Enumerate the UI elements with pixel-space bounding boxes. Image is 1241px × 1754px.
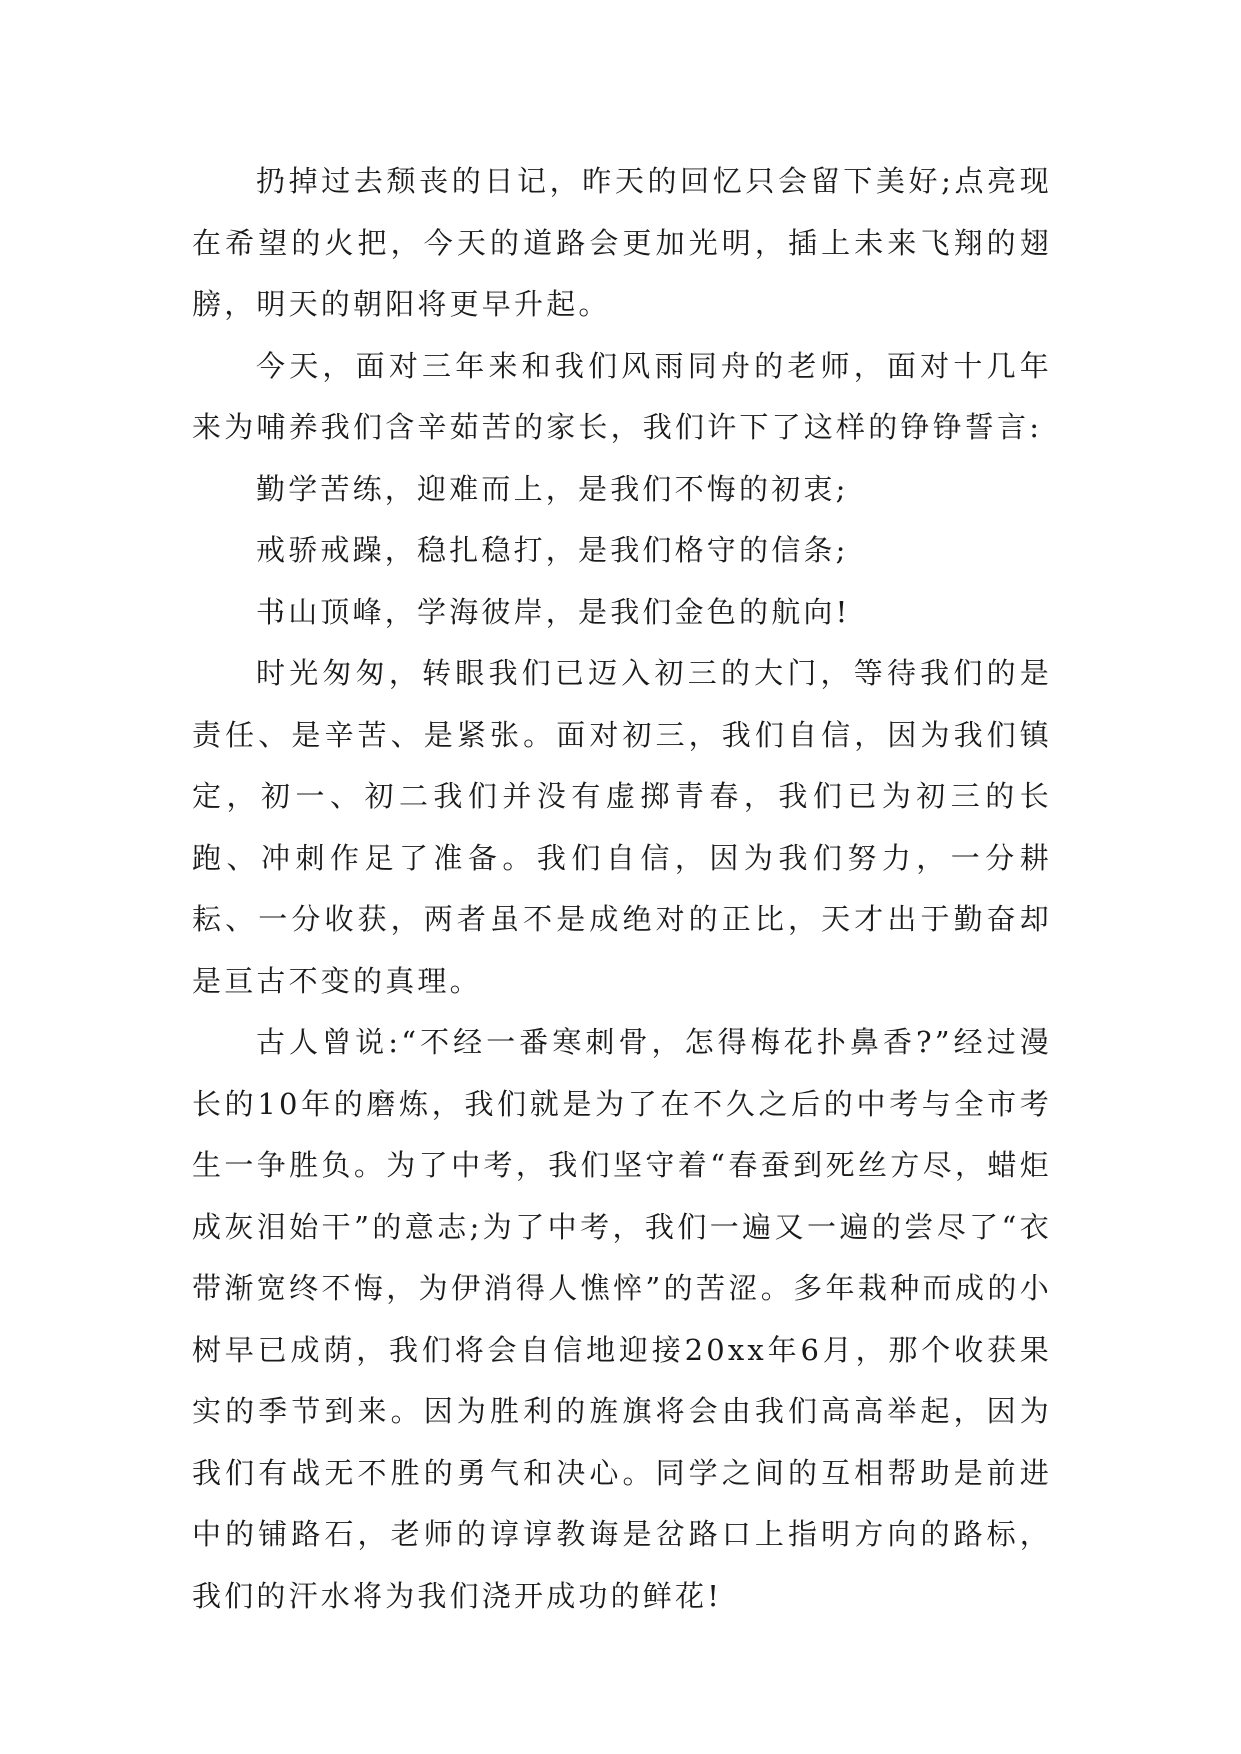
document-body: [192, 151, 1052, 1627]
paragraph: 今天，面对三年来和我们风雨同舟的老师，面对十几年来为哺养我们含辛茹苦的家长，我们许下了这样的铮铮誓言:: [192, 348, 1052, 444]
paragraph: 戒骄戒躁，稳扎稳打，是我们格守的信条;: [256, 533, 849, 567]
paragraph: 古人曾说:“不经一番寒刺骨，怎得梅花扑鼻香?”经过漫长的10年的磨炼，我们就是为了在不久之后的中考与全市考生一争胜负。为了中考，我们坚守着“春蚕到死丝方尽，蜡炬成灰泪始干”的意志;为了中考，我们一遍又一遍的尝尽了“衣带渐宽终不悔，为伊消得人憔悴”的苦涩。多年栽种而成的小树早已成荫，我们将会自信地迎接20xx年6月，那个收获果实的季节到来。因为胜利的旌旗将会由我们高高举起，因为我们有战无不胜的勇气和决心。同学之间的互相帮助是前进中的铺路石，老师的谆谆教诲是岔路口上指明方向的路标，我们的汗水将为我们浇开成功的鲜花!: [192, 1025, 1052, 1613]
paragraph: 书山顶峰，学海彼岸，是我们金色的航向!: [256, 594, 851, 629]
paragraph: 扔掉过去颓丧的日记，昨天的回忆只会留下美好;点亮现在希望的火把，今天的道路会更加光明，插上未来飞翔的翅膀，明天的朝阳将更早升起。: [192, 164, 1052, 321]
paragraph: 勤学苦练，迎难而上，是我们不悔的初衷;: [256, 471, 849, 506]
paragraph: 时光匆匆，转眼我们已迈入初三的大门，等待我们的是责任、是辛苦、是紧张。面对初三，我们自信，因为我们镇定，初一、初二我们并没有虚掷青春，我们已为初三的长跑、冲刺作足了准备。我们自信，因为我们努力，一分耕耘、一分收获，两者虽不是成绝对的正比，天才出于勤奋却是亘古不变的真理。: [192, 656, 1052, 998]
